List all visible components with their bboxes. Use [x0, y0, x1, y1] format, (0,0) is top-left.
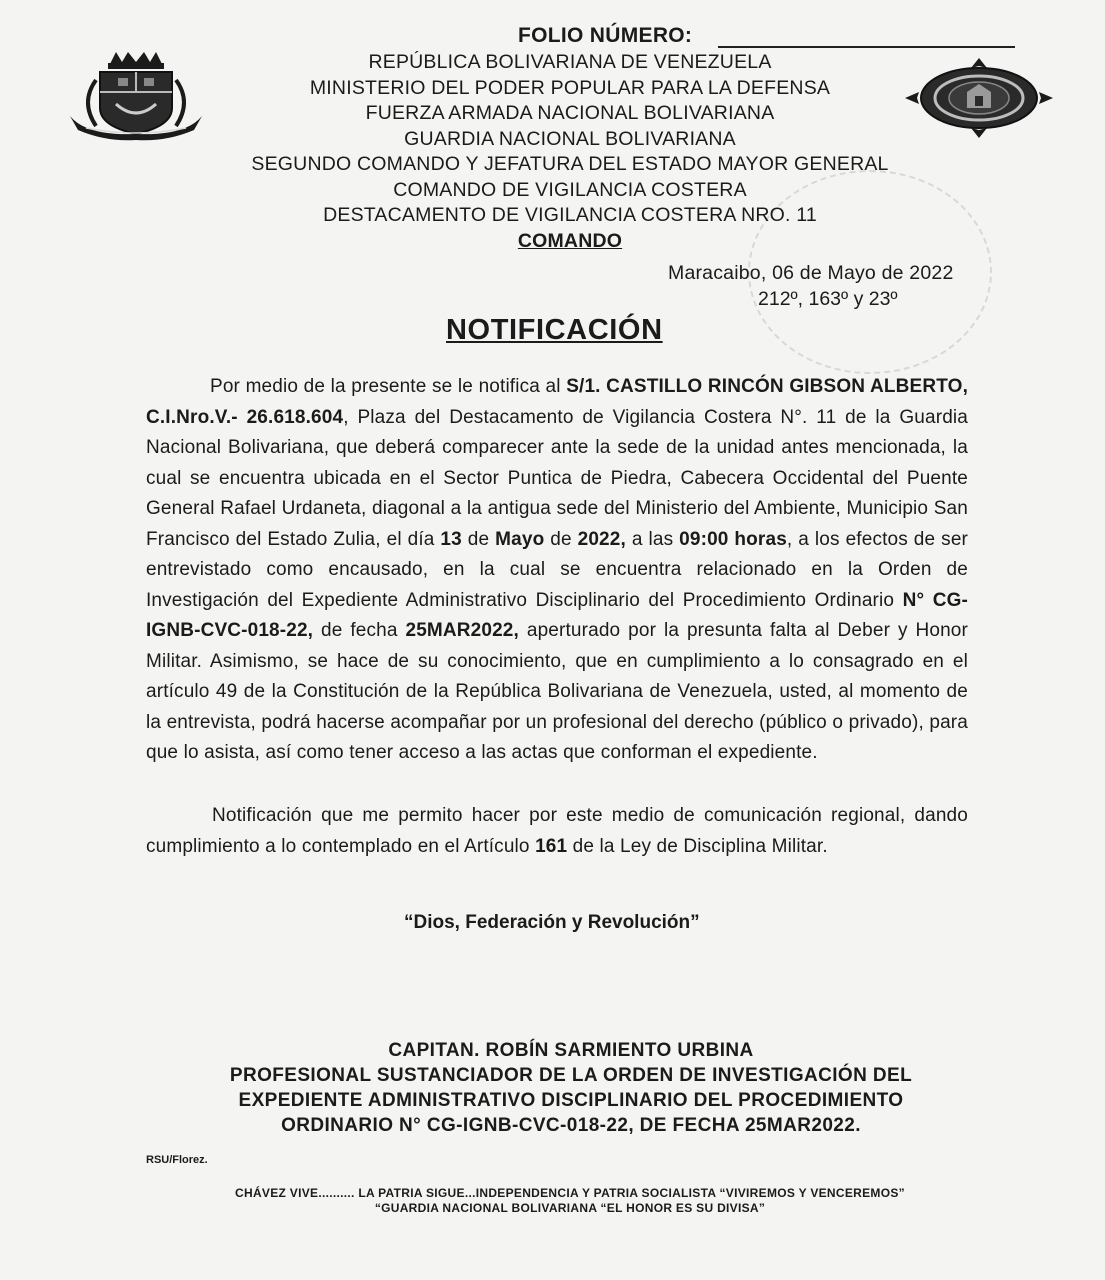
signer-title: PROFESIONAL SUSTANCIADOR DE LA ORDEN DE INVESTIGACIÓN DEL	[229, 1065, 913, 1086]
header-line: FUERZA ARMADA NACIONAL BOLIVARIANA	[365, 102, 775, 124]
notification-paragraph: Por medio de la presente se le notifica al S/1. CASTILLO RINCÓN GIBSON ALBERTO, C.I.Nro.V.- 26.618.604, Plaza del Destacamento de Vigilancia Costera N°. 11 de la Guardia Nacional Bolivariana, que deberá comparecer ante la sede de la unidad antes mencionada, la cual se encuentra ubicada en el Sector Puntica de Piedra, Cabecera Occidental del Puente General Rafael Urdaneta, diagonal a la antigua sede del Ministerio del Ambiente, Municipio San Francisco del Estado Zulia, el día 13 de Mayo de 2022, a las 09:00 horas, a los efectos de ser entrevistado como encausado, en la cual se encuentra relacionado en la Orden de Investigación del Expediente Administrativo Disciplinario del Procedimiento Ordinario N° CG-IGNB-CVC-018-22, de fecha 25MAR2022, aperturado por la presunta falta al Deber y Honor Militar. Asimismo, se hace de su conocimiento, que en cumplimiento a lo consagrado en el artículo 49 de la Constitución de la República Bolivariana de Venezuela, usted, al momento de la entrevista, podrá hacerse acompañar por un profesional del derecho (público o privado), para que lo asista, así como tener acceso a las actas que conforman el expediente.	[146, 376, 969, 763]
footer-line: CHÁVEZ VIVE.......... LA PATRIA SIGUE...INDEPENDENCIA Y PATRIA SOCIALISTA “VIVIREMOS Y VENCEREMOS”	[235, 1186, 905, 1200]
header-line: COMANDO DE VIGILANCIA COSTERA	[393, 178, 747, 201]
document-title: NOTIFICACIÓN	[446, 314, 663, 346]
years-line: 212º, 163º y 23º	[758, 288, 898, 310]
place-date: Maracaibo, 06 de Mayo de 2022	[668, 262, 954, 284]
header-line: GUARDIA NACIONAL BOLIVARIANA	[404, 127, 736, 150]
header-line: MINISTERIO DEL PODER POPULAR PARA LA DEFENSA	[309, 76, 831, 99]
folio-number-line	[718, 46, 1015, 48]
footer-line: “GUARDIA NACIONAL BOLIVARIANA “EL HONOR ES SU DIVISA”	[374, 1201, 766, 1215]
reference-initials: RSU/Florez.	[146, 1154, 208, 1166]
header-line: SEGUNDO COMANDO Y JEFATURA DEL ESTADO MAYOR GENERAL	[251, 153, 889, 175]
header-line: REPÚBLICA BOLIVARIANA DE VENEZUELA	[368, 51, 772, 73]
header-line: DESTACAMENTO DE VIGILANCIA COSTERA NRO. 11	[323, 204, 817, 226]
motto: “Dios, Federación y Revolución”	[404, 912, 700, 933]
signer-name: CAPITAN. ROBÍN SARMIENTO URBINA	[388, 1040, 754, 1061]
signature-block	[150, 1038, 992, 1138]
signer-title: ORDINARIO N° CG-IGNB-CVC-018-22, DE FECHA 25MAR2022.	[281, 1115, 861, 1136]
command-heading: COMANDO	[517, 229, 623, 252]
signer-title: EXPEDIENTE ADMINISTRATIVO DISCIPLINARIO DEL PROCEDIMIENTO	[238, 1090, 904, 1111]
footer-slogan	[150, 1186, 990, 1216]
closing-paragraph: Notificación que me permito hacer por este medio de comunicación regional, dando cumplimiento a lo contemplado en el Artículo 161 de la Ley de Disciplina Militar.	[146, 805, 968, 857]
letterhead	[140, 50, 1000, 254]
folio-label: FOLIO NÚMERO:	[518, 24, 693, 47]
